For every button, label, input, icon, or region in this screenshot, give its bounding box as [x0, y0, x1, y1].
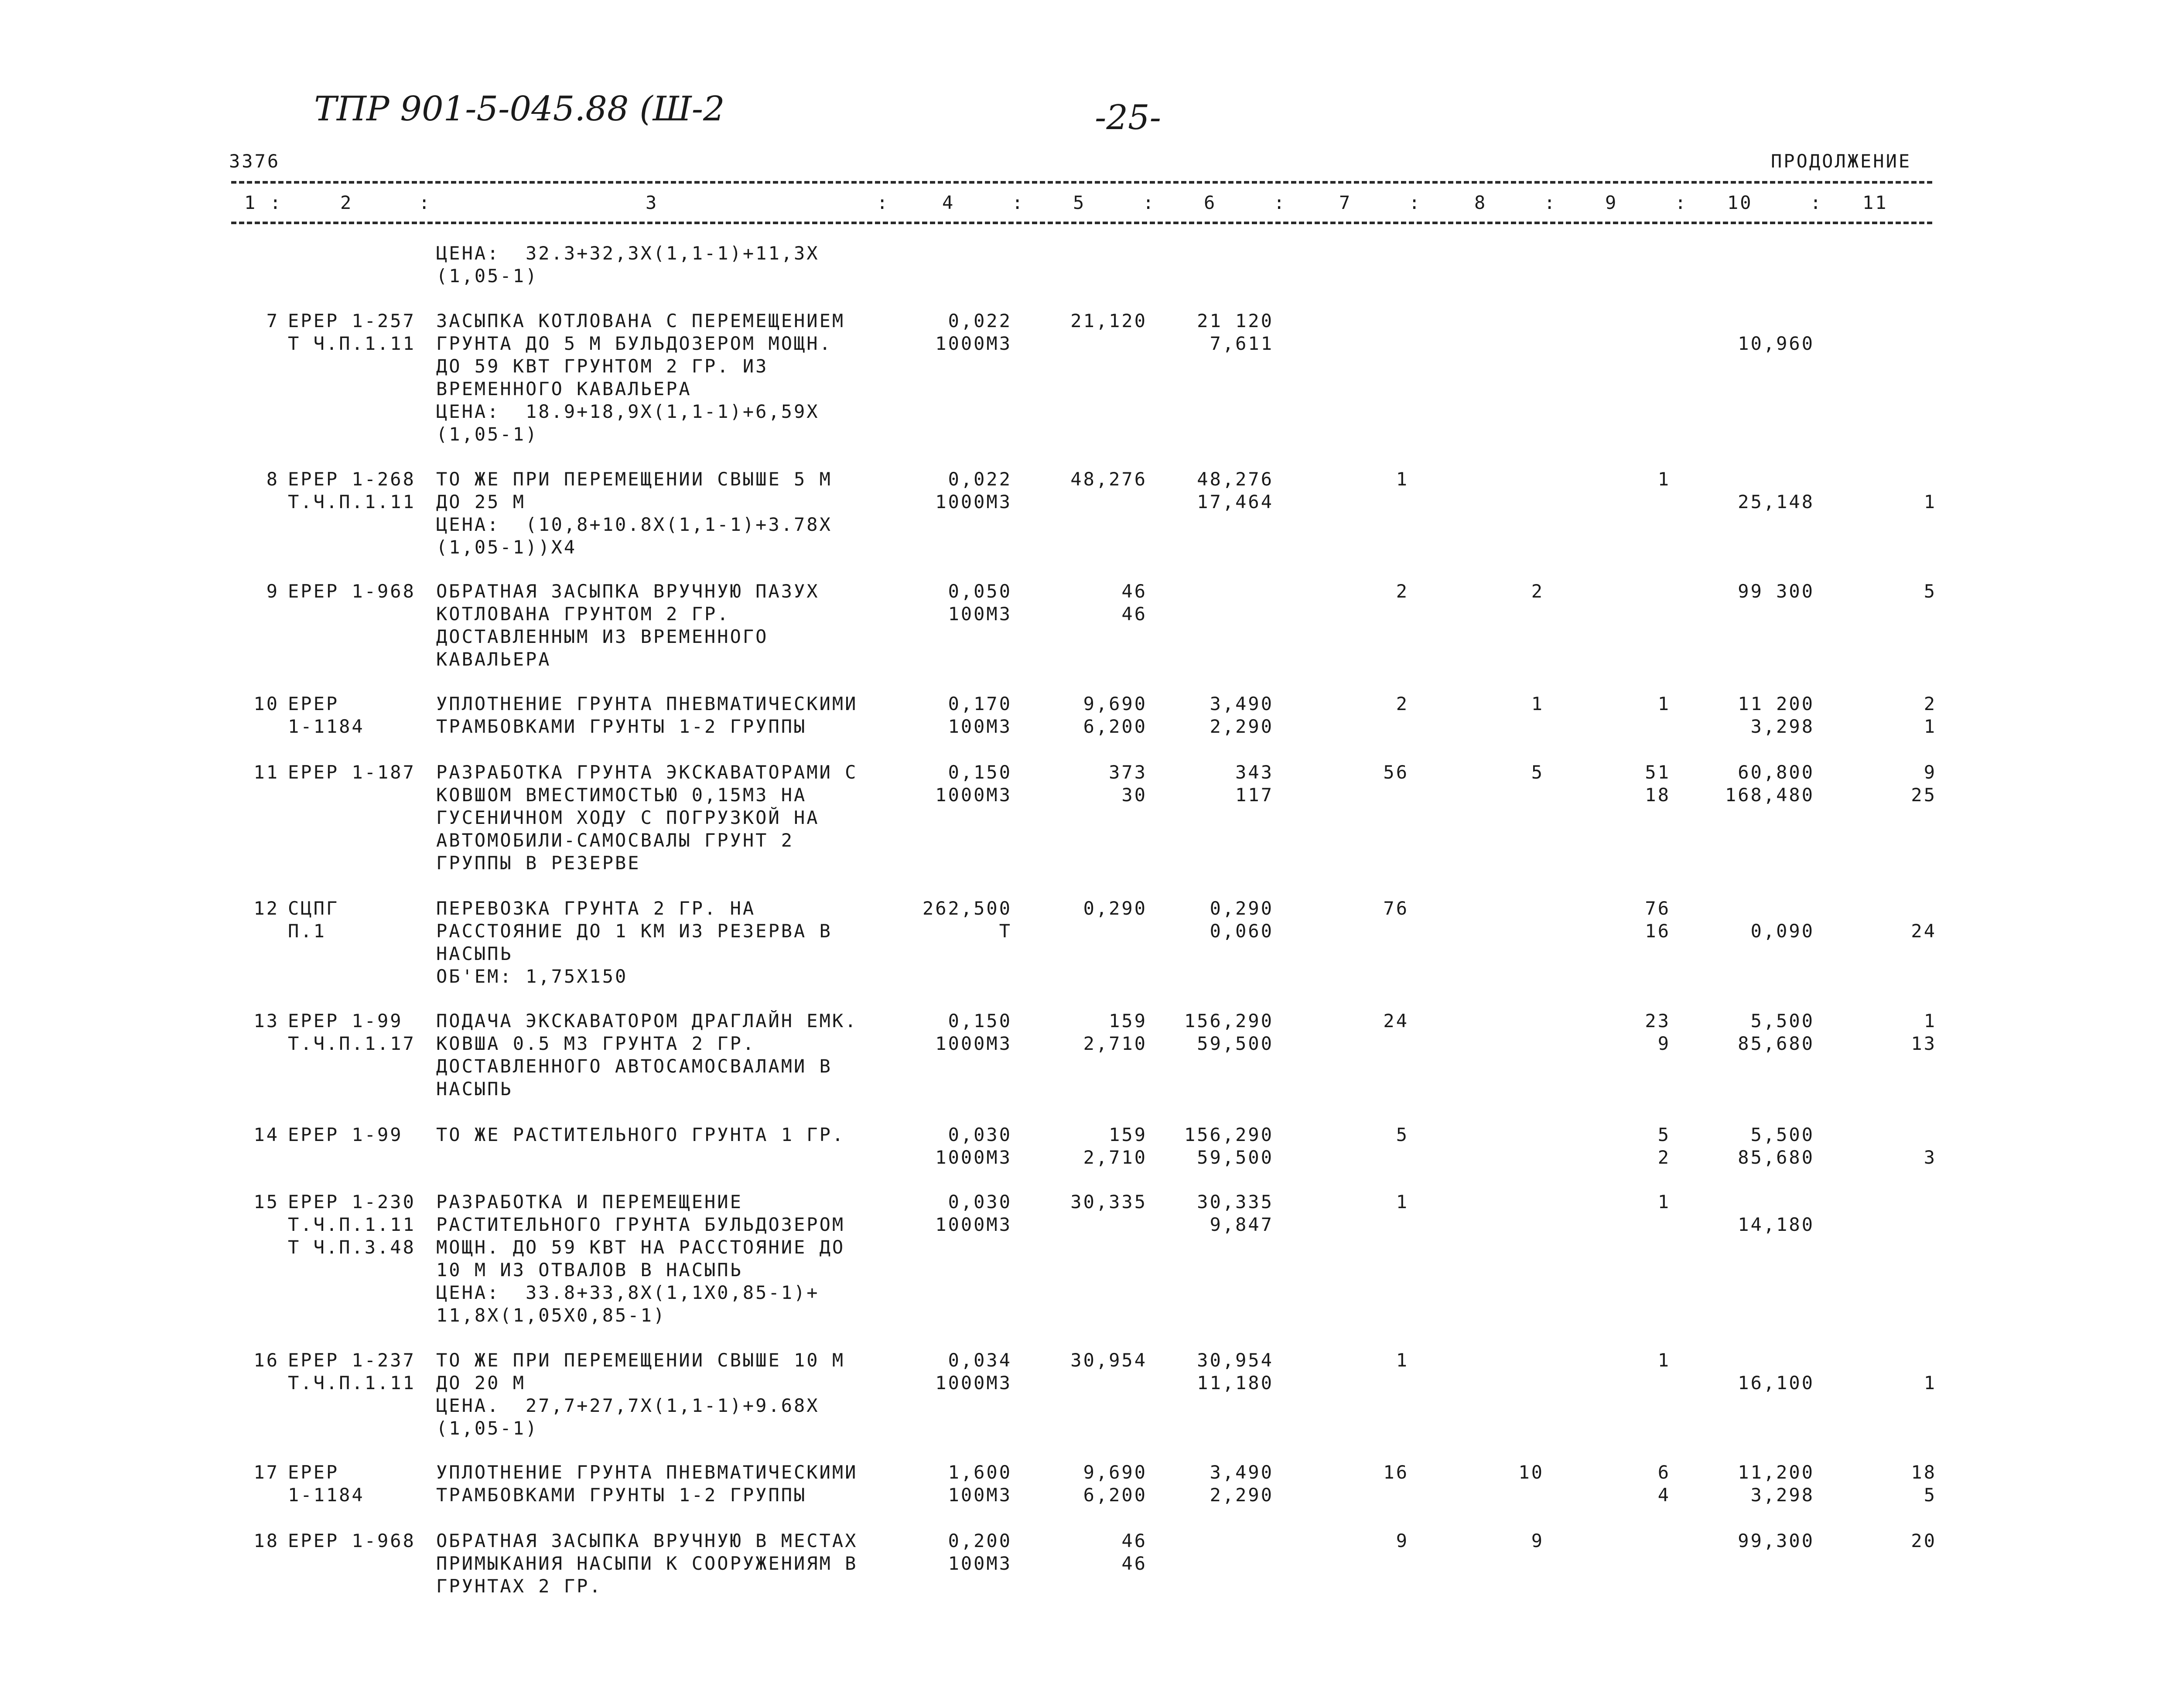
cell-col-10: 16,100 — [1738, 1372, 1814, 1394]
column-header-6: : — [1012, 192, 1025, 213]
cell-col-3: ЦЕНА: 32.3+32,3Х(1,1-1)+11,3Х (1,05-1) — [436, 243, 820, 287]
column-header-5: 4 — [942, 192, 955, 213]
column-header-1: 2 — [340, 192, 353, 213]
cell-col-7: 2 — [1396, 581, 1409, 602]
cell-col-2: ЕРЕР 1-1184 — [288, 1462, 365, 1506]
cell-col-9: 6 4 — [1657, 1462, 1671, 1506]
cell-col-11: 3 — [1924, 1147, 1937, 1168]
header-rule-bottom — [231, 222, 1932, 224]
cell-col-4: 1,600 100М3 — [948, 1462, 1012, 1506]
cell-col-10: 99,300 — [1738, 1530, 1814, 1551]
cell-col-2: ЕРЕР 1-968 — [288, 581, 416, 602]
cell-col-6: 0,290 0,060 — [1210, 898, 1274, 942]
column-header-11: 7 — [1339, 192, 1352, 213]
cell-col-10: 0,090 — [1750, 920, 1814, 942]
cell-col-11: 1 — [1924, 491, 1937, 512]
cell-col-10: 10,960 — [1738, 333, 1814, 354]
cell-col-3: ОБРАТНАЯ ЗАСЫПКА ВРУЧНУЮ В МЕСТАХ ПРИМЫКАНИЯ НАСЫПИ К СООРУЖЕНИЯМ В ГРУНТАХ 2 ГР. — [436, 1530, 858, 1597]
cell-col-10: 60,800 168,480 — [1725, 762, 1814, 806]
cell-col-6: 156,290 59,500 — [1184, 1124, 1274, 1168]
cell-col-6: 21 120 7,611 — [1197, 310, 1274, 354]
cell-col-5: 30,335 — [1070, 1191, 1147, 1213]
cell-col-11: 18 5 — [1911, 1462, 1937, 1506]
cell-col-3: РАЗРАБОТКА ГРУНТА ЭКСКАВАТОРАМИ С КОВШОМ ВМЕСТИМОСТЬЮ 0,15М3 НА ГУСЕНИЧНОМ ХОДУ С ПОГРУЗКОЙ НА АВТОМОБИЛИ-САМОСВАЛЫ ГРУНТ 2 ГРУППЫ В РЕЗЕРВЕ — [436, 762, 858, 874]
cell-col-6: 3,490 2,290 — [1210, 1462, 1274, 1506]
cell-col-7: 1 — [1396, 1191, 1409, 1213]
cell-col-4: 0,200 100М3 — [948, 1530, 1012, 1574]
cell-col-5: 159 2,710 — [1083, 1010, 1147, 1054]
header-rule-top — [231, 181, 1932, 184]
cell-col-7: 1 — [1396, 1349, 1409, 1371]
cell-col-6: 3,490 2,290 — [1210, 693, 1274, 737]
cell-col-5: 46 46 — [1121, 1530, 1147, 1574]
column-header-14: : — [1544, 192, 1557, 213]
cell-col-10: 11,200 3,298 — [1738, 1462, 1814, 1506]
cell-col-2: ЕРЕР 1-187 — [288, 762, 416, 783]
cell-col-3: УПЛОТНЕНИЕ ГРУНТА ПНЕВМАТИЧЕСКИМИ ТРАМБОВКАМИ ГРУНТЫ 1-2 ГРУППЫ — [436, 693, 858, 737]
column-header-2: : — [419, 192, 432, 213]
handwritten-doc-code: ТПР 901-5-045.88 (Ш-2 — [314, 89, 725, 129]
cell-col-11: 24 — [1911, 920, 1937, 942]
column-header-8: : — [1143, 192, 1156, 213]
cell-col-5: 48,276 — [1070, 468, 1147, 490]
cell-col-8: 10 — [1518, 1462, 1544, 1483]
cell-col-4: 0,022 1000М3 — [935, 468, 1012, 512]
cell-col-6: 30,335 9,847 — [1197, 1191, 1274, 1235]
column-header-10: : — [1274, 192, 1287, 213]
cell-col-6: 156,290 59,500 — [1184, 1010, 1274, 1054]
cell-col-8: 2 — [1531, 581, 1544, 602]
column-header-13: 8 — [1474, 192, 1487, 213]
cell-col-7: 76 — [1383, 898, 1409, 919]
cell-col-4: 0,030 1000М3 — [935, 1191, 1012, 1235]
cell-col-7: 9 — [1396, 1530, 1409, 1551]
cell-col-4: 0,170 100М3 — [948, 693, 1012, 737]
cell-col-5: 9,690 6,200 — [1083, 693, 1147, 737]
cell-col-1: 13 — [253, 1010, 279, 1032]
cell-col-11: 20 — [1911, 1530, 1937, 1551]
column-header-15: 9 — [1605, 192, 1618, 213]
cell-col-1: 11 — [253, 762, 279, 783]
cell-col-2: ЕРЕР 1-268 Т.Ч.П.1.11 — [288, 468, 416, 512]
cell-col-11: 9 25 — [1911, 762, 1937, 806]
cell-col-4: 0,150 1000М3 — [935, 762, 1012, 806]
cell-col-5: 46 46 — [1121, 581, 1147, 625]
cell-col-11: 2 1 — [1924, 693, 1937, 737]
cell-col-5: 0,290 — [1083, 898, 1147, 919]
cell-col-3: ПЕРЕВОЗКА ГРУНТА 2 ГР. НА РАССТОЯНИЕ ДО 1 КМ ИЗ РЕЗЕРВА В НАСЫПЬ ОБ'ЕМ: 1,75Х150 — [436, 898, 832, 987]
cell-col-3: РАЗРАБОТКА И ПЕРЕМЕЩЕНИЕ РАСТИТЕЛЬНОГО ГРУНТА БУЛЬДОЗЕРОМ МОЩН. ДО 59 КВТ НА РАССТОЯНИЕ ДО 10 М ИЗ ОТВАЛОВ В НАСЫПЬ ЦЕНА: 33.8+33,8Х(1,1Х0,85-1)+ 11,8Х(1,05Х0,85-1) — [436, 1191, 845, 1326]
cell-col-5: 159 2,710 — [1083, 1124, 1147, 1168]
cell-col-8: 1 — [1531, 693, 1544, 714]
cell-col-1: 18 — [253, 1530, 279, 1551]
cell-col-3: ТО ЖЕ ПРИ ПЕРЕМЕЩЕНИИ СВЫШЕ 5 М ДО 25 М ЦЕНА: (10,8+10.8Х(1,1-1)+3.78Х (1,05-1))Х4 — [436, 468, 832, 558]
cell-col-9: 1 — [1657, 468, 1671, 490]
cell-col-2: ЕРЕР 1-1184 — [288, 693, 365, 737]
cell-col-6: 343 117 — [1235, 762, 1274, 806]
cell-col-7: 2 — [1396, 693, 1409, 714]
cell-col-9: 51 18 — [1645, 762, 1671, 806]
cell-col-1: 16 — [253, 1349, 279, 1371]
cell-col-9: 1 — [1657, 1349, 1671, 1371]
cell-col-8: 9 — [1531, 1530, 1544, 1551]
column-header-17: 10 — [1727, 192, 1753, 213]
column-header-19: 11 — [1862, 192, 1888, 213]
cell-col-8: 5 — [1531, 762, 1544, 783]
cell-col-3: ЗАСЫПКА КОТЛОВАНА С ПЕРЕМЕЩЕНИЕМ ГРУНТА ДО 5 М БУЛЬДОЗЕРОМ МОЩН. ДО 59 КВТ ГРУНТОМ 2 ГР. ИЗ ВРЕМЕННОГО КАВАЛЬЕРА ЦЕНА: 18.9+18,9Х(1,1-1)+6,59Х (1,05-1) — [436, 310, 845, 445]
cell-col-9: 23 9 — [1645, 1010, 1671, 1054]
column-header-18: : — [1810, 192, 1823, 213]
cell-col-7: 24 — [1383, 1010, 1409, 1032]
cell-col-1: 17 — [253, 1462, 279, 1483]
cell-col-7: 56 — [1383, 762, 1409, 783]
cell-col-6: 30,954 11,180 — [1197, 1349, 1274, 1394]
cell-col-10: 25,148 — [1738, 491, 1814, 512]
cell-col-11: 1 — [1924, 1372, 1937, 1394]
handwritten-page-number: -25- — [1095, 98, 1161, 137]
cell-col-5: 9,690 6,200 — [1083, 1462, 1147, 1506]
cell-col-1: 14 — [253, 1124, 279, 1145]
cell-col-10: 14,180 — [1738, 1214, 1814, 1235]
cell-col-3: ОБРАТНАЯ ЗАСЫПКА ВРУЧНУЮ ПАЗУХ КОТЛОВАНА ГРУНТОМ 2 ГР. ДОСТАВЛЕННЫМ ИЗ ВРЕМЕННОГО КАВАЛЬЕРА — [436, 581, 820, 670]
cell-col-1: 10 — [253, 693, 279, 714]
cell-col-7: 1 — [1396, 468, 1409, 490]
cell-col-9: 5 2 — [1657, 1124, 1671, 1168]
column-header-4: : — [877, 192, 890, 213]
cell-col-4: 0,150 1000М3 — [935, 1010, 1012, 1054]
cell-col-9: 1 — [1657, 1191, 1671, 1213]
cell-col-11: 5 — [1924, 581, 1937, 602]
cell-col-2: ЕРЕР 1-257 Т Ч.П.1.11 — [288, 310, 416, 354]
column-header-7: 5 — [1073, 192, 1086, 213]
continuation-label: ПРОДОЛЖЕНИЕ — [1771, 150, 1912, 172]
cell-col-7: 16 — [1383, 1462, 1409, 1483]
cell-col-4: 0,030 1000М3 — [935, 1124, 1012, 1168]
cell-col-2: ЕРЕР 1-99 Т.Ч.П.1.17 — [288, 1010, 416, 1054]
cell-col-4: 262,500 Т — [922, 898, 1012, 942]
cell-col-4: 0,050 100М3 — [948, 581, 1012, 625]
cell-col-10: 11 200 3,298 — [1738, 693, 1814, 737]
cell-col-2: СЦПГ П.1 — [288, 898, 339, 942]
column-header-3: 3 — [646, 192, 659, 213]
cell-col-1: 9 — [266, 581, 279, 602]
cell-col-3: ТО ЖЕ РАСТИТЕЛЬНОГО ГРУНТА 1 ГР. — [436, 1124, 845, 1145]
cell-col-10: 5,500 85,680 — [1738, 1010, 1814, 1054]
cell-col-6: 48,276 17,464 — [1197, 468, 1274, 512]
cell-col-2: ЕРЕР 1-99 — [288, 1124, 403, 1145]
cell-col-5: 373 30 — [1109, 762, 1147, 806]
sheet-code: 3376 — [229, 150, 280, 172]
column-header-9: 6 — [1204, 192, 1217, 213]
cell-col-3: ТО ЖЕ ПРИ ПЕРЕМЕЩЕНИИ СВЫШЕ 10 М ДО 20 М ЦЕНА. 27,7+27,7Х(1,1-1)+9.68Х (1,05-1) — [436, 1349, 845, 1439]
cell-col-1: 15 — [253, 1191, 279, 1213]
cell-col-2: ЕРЕР 1-968 — [288, 1530, 416, 1551]
cell-col-9: 76 16 — [1645, 898, 1671, 942]
column-header-0: 1 : — [244, 192, 283, 213]
cell-col-10: 5,500 85,680 — [1738, 1124, 1814, 1168]
column-header-12: : — [1409, 192, 1422, 213]
cell-col-1: 8 — [266, 468, 279, 490]
cell-col-5: 21,120 — [1070, 310, 1147, 331]
cell-col-1: 7 — [266, 310, 279, 331]
cell-col-11: 1 13 — [1911, 1010, 1937, 1054]
cell-col-4: 0,022 1000М3 — [935, 310, 1012, 354]
cell-col-7: 5 — [1396, 1124, 1409, 1145]
cell-col-10: 99 300 — [1738, 581, 1814, 602]
cell-col-4: 0,034 1000М3 — [935, 1349, 1012, 1394]
cell-col-2: ЕРЕР 1-237 Т.Ч.П.1.11 — [288, 1349, 416, 1394]
cell-col-1: 12 — [253, 898, 279, 919]
cell-col-5: 30,954 — [1070, 1349, 1147, 1371]
cell-col-2: ЕРЕР 1-230 Т.Ч.П.1.11 Т Ч.П.3.48 — [288, 1191, 416, 1258]
column-header-16: : — [1675, 192, 1688, 213]
cell-col-3: УПЛОТНЕНИЕ ГРУНТА ПНЕВМАТИЧЕСКИМИ ТРАМБОВКАМИ ГРУНТЫ 1-2 ГРУППЫ — [436, 1462, 858, 1506]
cell-col-9: 1 — [1657, 693, 1671, 714]
cell-col-3: ПОДАЧА ЭКСКАВАТОРОМ ДРАГЛАЙН ЕМК. КОВША 0.5 М3 ГРУНТА 2 ГР. ДОСТАВЛЕННОГО АВТОСАМОСВАЛАМИ В НАСЫПЬ — [436, 1010, 858, 1100]
